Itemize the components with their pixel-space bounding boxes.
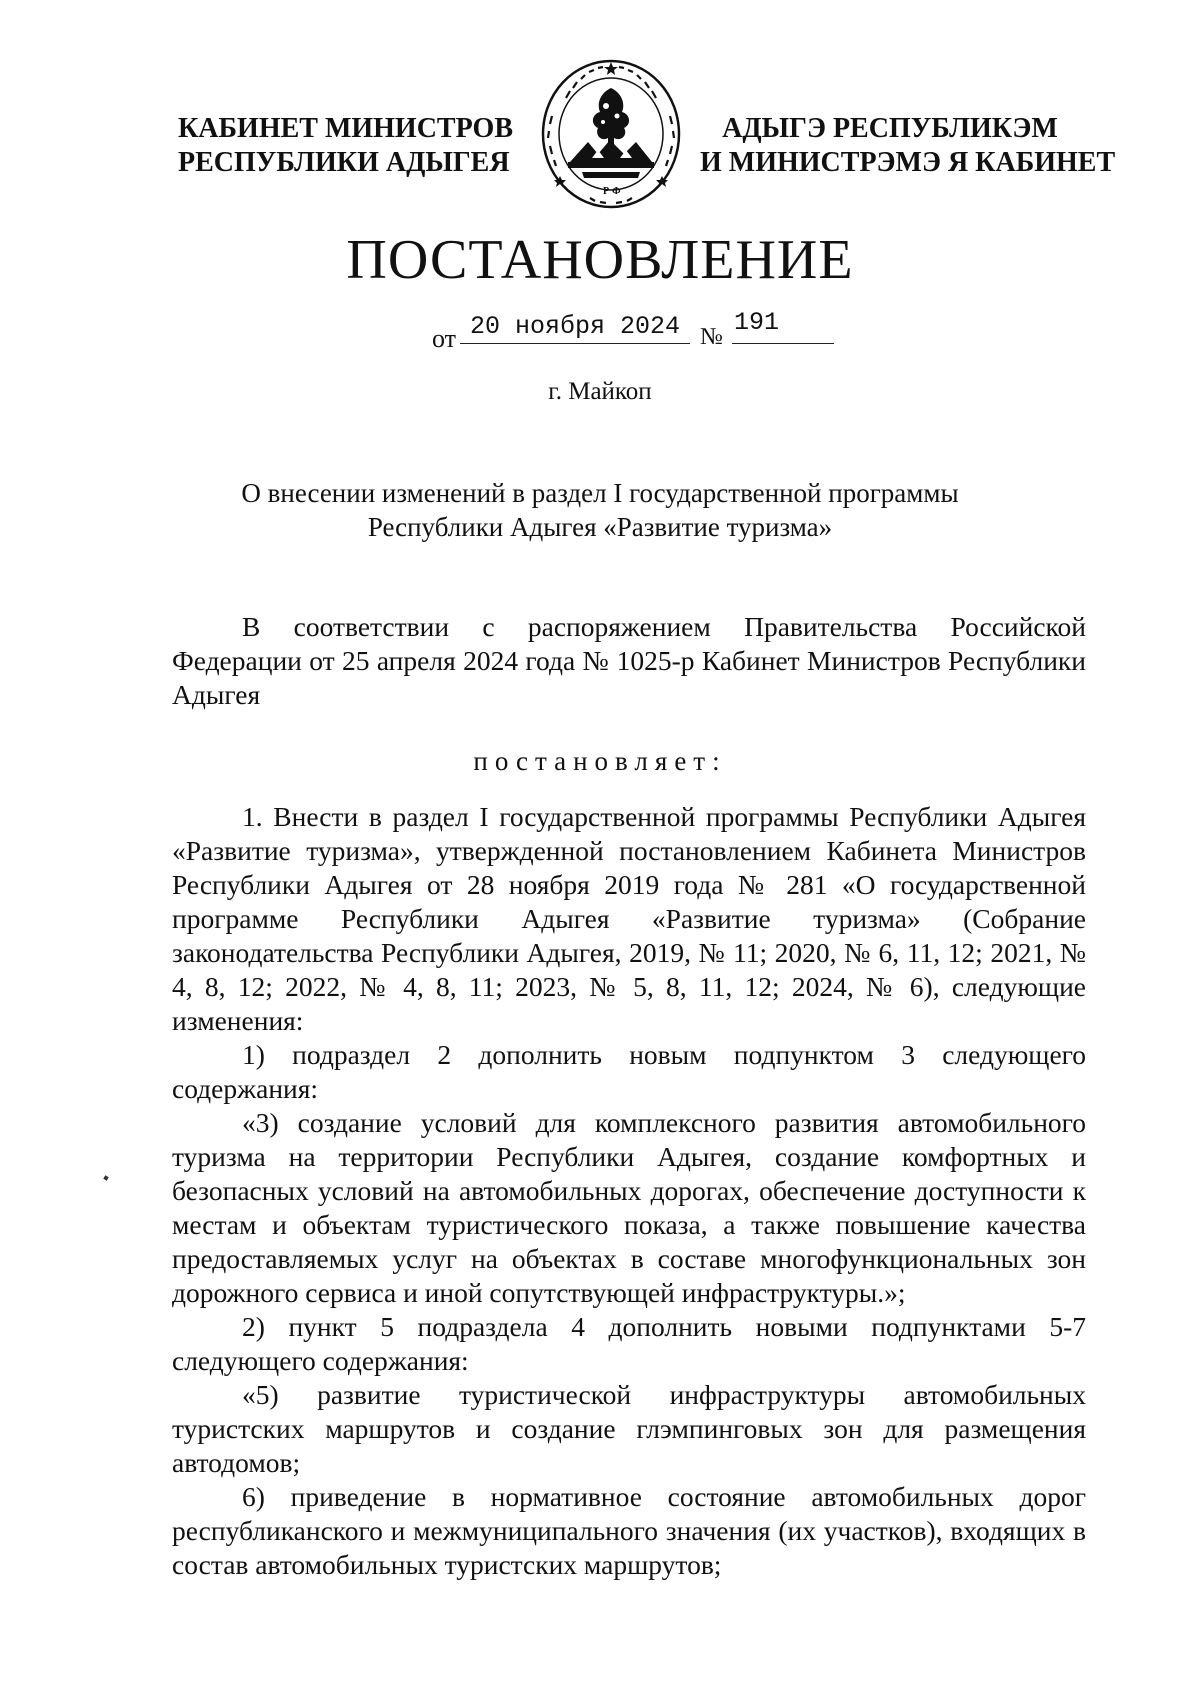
ministry-name-adyghe xyxy=(700,112,1116,180)
ministry-name-russian xyxy=(178,112,514,180)
ministry-name-russian-line2: РЕСПУБЛИКИ АДЫГЕЯ xyxy=(178,147,510,178)
paragraph-quoted-6: 6) приведение в нормативное состояние автомобильных дорог республиканского и межмуниципального значения (их участков), входящих в состав автомобильных туристских маршрутов; xyxy=(172,1481,1086,1580)
date-prefix: от xyxy=(432,324,457,353)
ministry-name-adyghe-line2: И МИНИСТРЭМЭ Я КАБИНЕТ xyxy=(700,147,1116,178)
paragraph-subitem-1: 1) подраздел 2 дополнить новым подпунктом 3 следующего содержания: xyxy=(172,1039,1086,1104)
paragraph-item-1: 1. Внести в раздел I государственной программы Республики Адыгея «Развитие туризма», утвержденной постановлением Кабинета Министров Республики Адыгея от 28 ноября 2019 года № 281 «О государственной программе Республики Адыгея «Развитие туризма» (Собрание законодательства Республики Адыгея, 2019, № 11; 2020, № 6, 11, 12; 2021, № 4, 8, 12; 2022, № 4, 8, 11; 2023, № 5, 8, 11, 12; 2024, № 6), следующие изменения: xyxy=(172,801,1086,1036)
subject-line1: О внесении изменений в раздел I государственной программы xyxy=(241,478,959,508)
scan-artifact-mark xyxy=(103,1175,108,1180)
paragraph-subitem-2: 2) пункт 5 подраздела 4 дополнить новыми подпунктами 5-7 следующего содержания: xyxy=(172,1311,1086,1376)
city: г. Майкоп xyxy=(548,378,652,405)
date-value: 20 ноября 2024 xyxy=(460,312,690,344)
resolves-heading: постановляет: xyxy=(473,746,727,776)
ministry-name-adyghe-line1: АДЫГЭ РЕСПУБЛИКЭМ xyxy=(722,113,1058,144)
paragraph-quoted-3: «3) создание условий для комплексного развития автомобильного туризма на территории Республики Адыгея, создание комфортных и безопасных условий на автомобильных дорогах, обеспечение доступности к местам и объектам туристического показа, а также повышение качества предоставляемых услуг на объектах в составе многофункциональных зон дорожного сервиса и иной сопутствующей инфраструктуры.»; xyxy=(172,1107,1086,1308)
subject-heading xyxy=(0,476,1200,544)
date-number-line xyxy=(0,308,1200,353)
coat-of-arms-seal-icon xyxy=(540,58,682,210)
ministry-name-russian-line1: КАБИНЕТ МИНИСТРОВ xyxy=(178,113,514,144)
preamble-block xyxy=(172,610,1086,712)
document-title: ПОСТАНОВЛЕНИЕ xyxy=(346,229,854,291)
subject-line2: Республики Адыгея «Развитие туризма» xyxy=(367,512,833,542)
svg-text:Ф: Ф xyxy=(612,186,621,197)
number-prefix: № xyxy=(700,324,723,350)
paragraph-quoted-5: «5) развитие туристической инфраструктуры автомобильных туристских маршрутов и создание глэмпинговых зон для размещения автодомов; xyxy=(172,1379,1086,1478)
main-text xyxy=(172,800,1086,1582)
number-value: 191 xyxy=(732,308,834,344)
preamble-paragraph: В соответствии с распоряжением Правительства Российской Федерации от 25 апреля 2024 года № 1025-р Кабинет Министров Республики Адыгея xyxy=(172,611,1086,710)
svg-text:Р: Р xyxy=(603,186,610,197)
